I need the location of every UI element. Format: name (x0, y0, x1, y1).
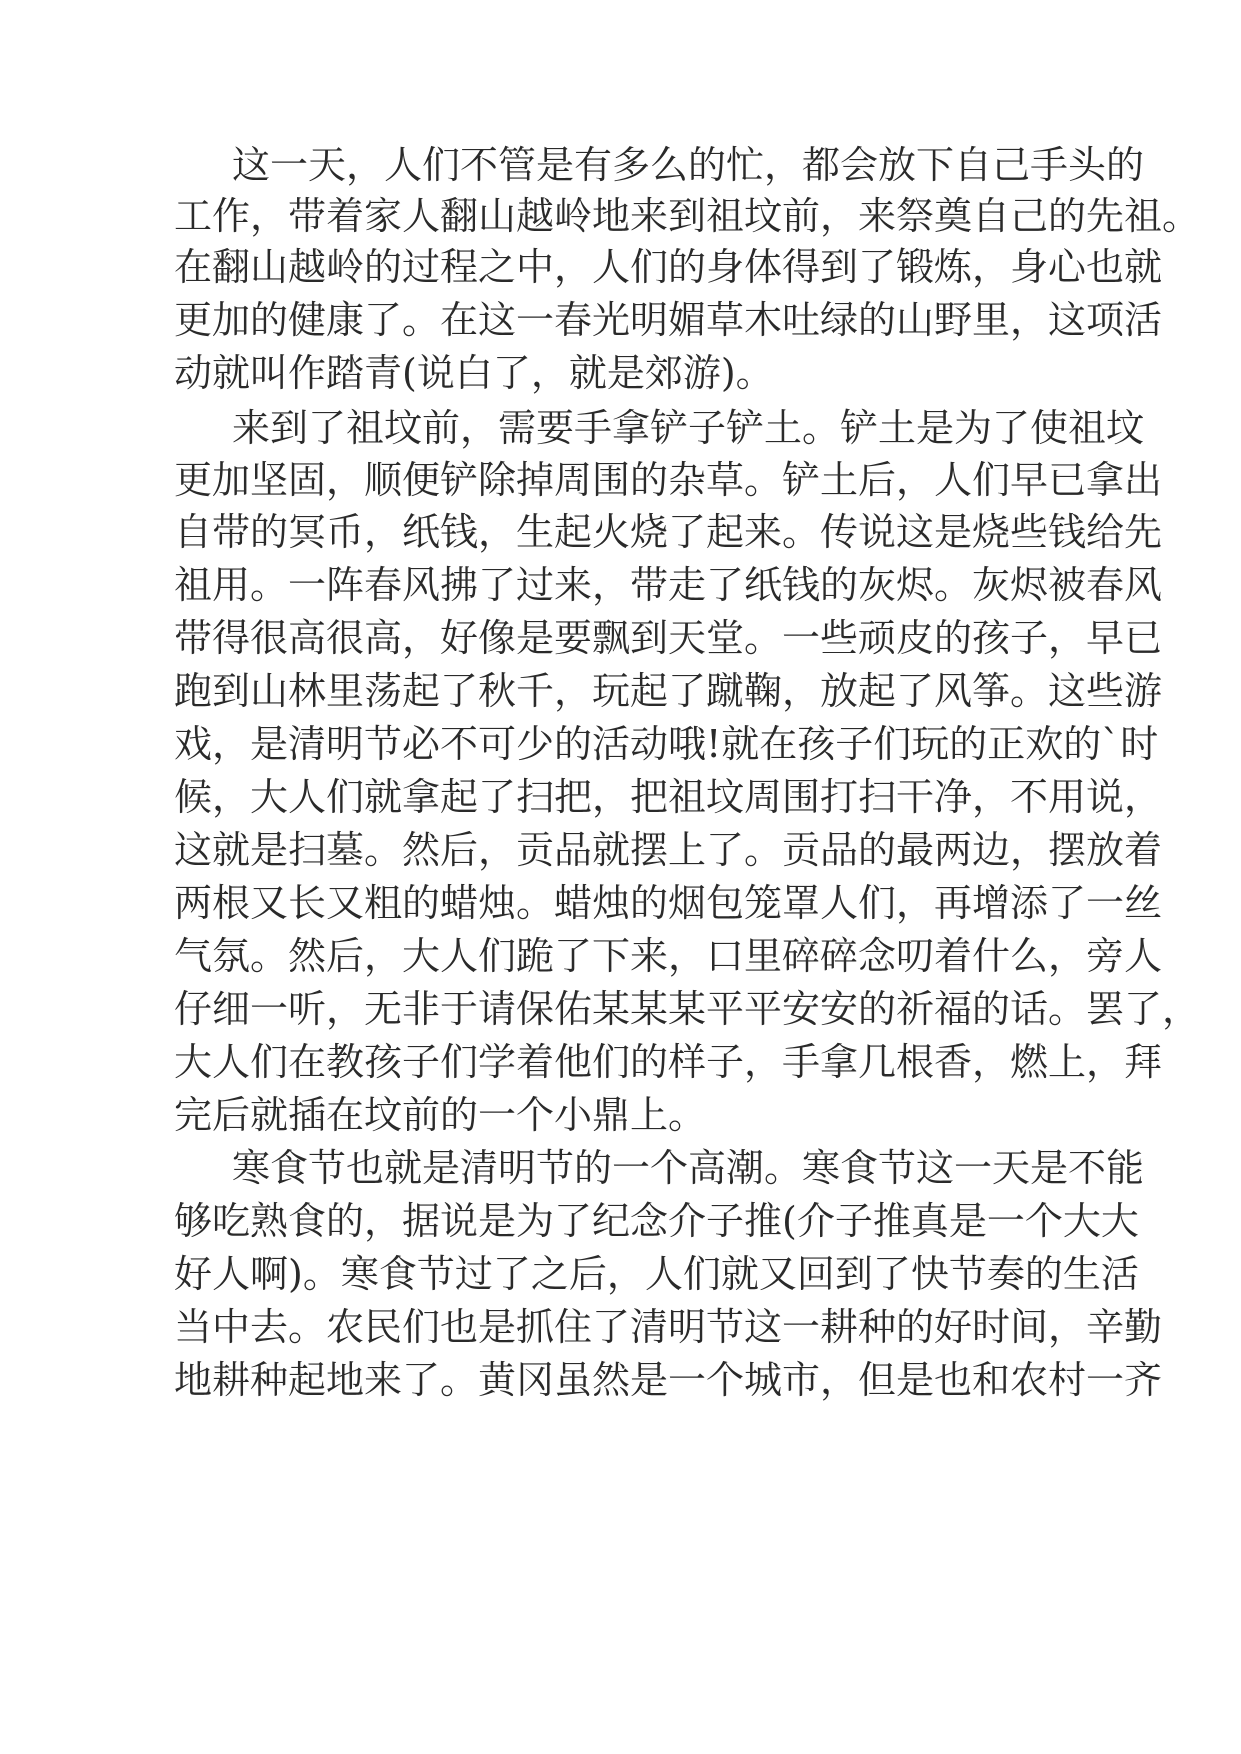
text-line: 大人们在教孩子们学着他们的样子，手拿几根香，燃上，拜 (174, 1040, 1163, 1084)
text-line: 祖用。一阵春风拂了过来，带走了纸钱的灰烬。灰烬被春风 (174, 563, 1163, 607)
text-line: 跑到山林里荡起了秋千，玩起了蹴鞠，放起了风筝。这些游 (174, 669, 1163, 713)
text-line: 当中去。农民们也是抓住了清明节这一耕种的好时间，辛勤 (174, 1305, 1163, 1349)
text-line: 完后就插在坟前的一个小鼎上。 (174, 1093, 707, 1137)
text-line: 更加的健康了。在这一春光明媚草木吐绿的山野里，这项活 (174, 298, 1163, 342)
text-line: 戏，是清明节必不可少的活动哦!就在孩子们玩的正欢的`时 (174, 722, 1159, 766)
text-line: 两根又长又粗的蜡烛。蜡烛的烟包笼罩人们，再增添了一丝 (174, 881, 1163, 925)
text-line: 动就叫作踏青(说白了，就是郊游)。 (174, 351, 774, 395)
text-line: 够吃熟食的，据说是为了纪念介子推(介子推真是一个大大 (174, 1199, 1139, 1243)
text-line: 寒食节也就是清明节的一个高潮。寒食节这一天是不能 (232, 1146, 1145, 1190)
text-line: 这一天，人们不管是有多么的忙，都会放下自己手头的 (232, 143, 1145, 187)
text-line: 在翻山越岭的过程之中，人们的身体得到了锻炼，身心也就 (174, 245, 1163, 289)
text-line: 地耕种起地来了。黄冈虽然是一个城市，但是也和农村一齐 (174, 1358, 1163, 1402)
text-line: 气氛。然后，大人们跪了下来，口里碎碎念叨着什么，旁人 (174, 934, 1163, 978)
text-line: 工作，带着家人翻山越岭地来到祖坟前，来祭奠自己的先祖。 (174, 194, 1201, 238)
text-line: 自带的冥币，纸钱，生起火烧了起来。传说这是烧些钱给先 (174, 510, 1163, 554)
text-line: 这就是扫墓。然后，贡品就摆上了。贡品的最两边，摆放着 (174, 828, 1163, 872)
text-line: 来到了祖坟前，需要手拿铲子铲土。铲土是为了使祖坟 (232, 406, 1145, 450)
text-line: 更加坚固，顺便铲除掉周围的杂草。铲土后，人们早已拿出 (174, 458, 1163, 502)
text-line: 仔细一听，无非于请保佑某某某平平安安的祈福的话。罢了， (174, 987, 1201, 1031)
text-line: 带得很高很高，好像是要飘到天堂。一些顽皮的孩子，早已 (174, 616, 1163, 660)
text-line: 好人啊)。寒食节过了之后，人们就又回到了快节奏的生活 (174, 1252, 1139, 1296)
text-line: 候，大人们就拿起了扫把，把祖坟周围打扫干净，不用说， (174, 775, 1163, 819)
